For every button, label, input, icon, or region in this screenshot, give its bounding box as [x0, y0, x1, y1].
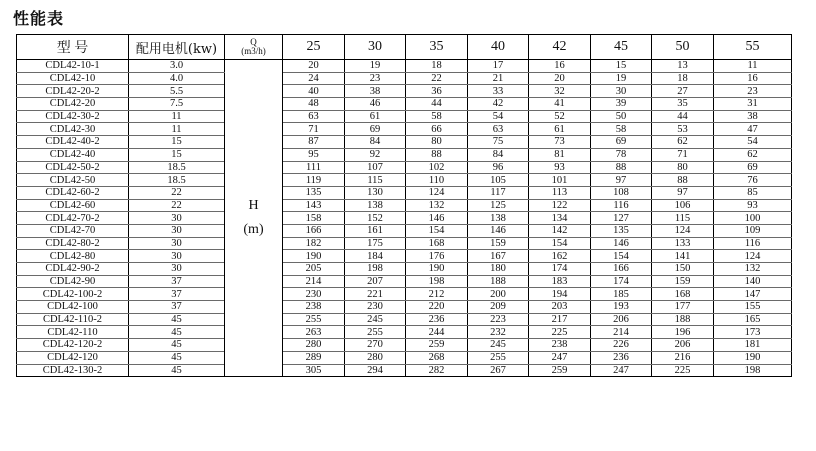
- head-value-cell: 63: [468, 123, 529, 136]
- flow-column-header: 35: [406, 35, 468, 60]
- head-value-cell: 268: [406, 351, 468, 364]
- head-value-cell: 42: [468, 98, 529, 111]
- head-value-cell: 236: [591, 351, 652, 364]
- motor-power-cell: 45: [129, 326, 225, 339]
- flow-column-header: 25: [283, 35, 345, 60]
- head-value-cell: 125: [468, 199, 529, 212]
- head-value-cell: 180: [468, 263, 529, 276]
- head-value-cell: 221: [345, 288, 406, 301]
- head-value-cell: 44: [652, 110, 714, 123]
- table-row: [17, 313, 792, 326]
- head-value-cell: 33: [468, 85, 529, 98]
- motor-power-cell: 11: [129, 110, 225, 123]
- page-title: 性能表: [13, 9, 65, 28]
- head-value-cell: 117: [468, 186, 529, 199]
- head-value-cell: 111: [283, 161, 345, 174]
- head-value-cell: 127: [591, 212, 652, 225]
- head-value-cell: 206: [591, 313, 652, 326]
- head-value-cell: 88: [591, 161, 652, 174]
- head-value-cell: 205: [283, 263, 345, 276]
- head-value-cell: 209: [468, 301, 529, 314]
- motor-power-cell: 11: [129, 123, 225, 136]
- head-value-cell: 40: [283, 85, 345, 98]
- head-value-cell: 188: [652, 313, 714, 326]
- head-value-cell: 167: [468, 250, 529, 263]
- head-value-cell: 23: [714, 85, 792, 98]
- head-value-cell: 84: [468, 148, 529, 161]
- table-row: [17, 237, 792, 250]
- head-value-cell: 165: [714, 313, 792, 326]
- model-cell: CDL42-80: [17, 250, 129, 263]
- head-value-cell: 24: [283, 72, 345, 85]
- head-value-cell: 96: [468, 161, 529, 174]
- motor-power-cell: 30: [129, 212, 225, 225]
- head-value-cell: 177: [652, 301, 714, 314]
- head-value-cell: 88: [406, 148, 468, 161]
- flow-column-header: 50: [652, 35, 714, 60]
- head-value-cell: 38: [714, 110, 792, 123]
- head-value-cell: 146: [468, 224, 529, 237]
- table-header: [17, 35, 792, 60]
- table-body: [17, 60, 792, 377]
- head-value-cell: 116: [591, 199, 652, 212]
- head-value-cell: 217: [529, 313, 591, 326]
- head-value-cell: 138: [468, 212, 529, 225]
- head-value-cell: 95: [283, 148, 345, 161]
- head-value-cell: 226: [591, 339, 652, 352]
- motor-power-cell: 18.5: [129, 174, 225, 187]
- motor-power-cell: 45: [129, 364, 225, 377]
- head-value-cell: 62: [652, 136, 714, 149]
- head-value-cell: 244: [406, 326, 468, 339]
- head-value-cell: 80: [652, 161, 714, 174]
- head-value-cell: 174: [591, 275, 652, 288]
- model-cell: CDL42-120-2: [17, 339, 129, 352]
- motor-power-cell: 30: [129, 224, 225, 237]
- head-value-cell: 212: [406, 288, 468, 301]
- head-value-cell: 173: [714, 326, 792, 339]
- head-value-cell: 30: [591, 85, 652, 98]
- head-value-cell: 305: [283, 364, 345, 377]
- head-value-cell: 19: [591, 72, 652, 85]
- head-value-cell: 185: [591, 288, 652, 301]
- flow-column-header: 30: [345, 35, 406, 60]
- table-row: [17, 85, 792, 98]
- head-value-cell: 255: [283, 313, 345, 326]
- table-row: [17, 275, 792, 288]
- flow-column-header: 45: [591, 35, 652, 60]
- head-value-cell: 146: [406, 212, 468, 225]
- model-cell: CDL42-10: [17, 72, 129, 85]
- model-cell: CDL42-50: [17, 174, 129, 187]
- head-value-cell: 100: [714, 212, 792, 225]
- head-value-cell: 146: [591, 237, 652, 250]
- head-value-cell: 46: [345, 98, 406, 111]
- head-value-cell: 294: [345, 364, 406, 377]
- head-value-cell: 236: [406, 313, 468, 326]
- model-cell: CDL42-20: [17, 98, 129, 111]
- motor-power-cell: 30: [129, 263, 225, 276]
- head-value-cell: 154: [406, 224, 468, 237]
- table-row: [17, 364, 792, 377]
- head-value-cell: 16: [529, 60, 591, 73]
- head-value-cell: 282: [406, 364, 468, 377]
- model-cell: CDL42-120: [17, 351, 129, 364]
- head-value-cell: 138: [345, 199, 406, 212]
- head-value-cell: 190: [714, 351, 792, 364]
- head-value-cell: 97: [652, 186, 714, 199]
- model-cell: CDL42-100-2: [17, 288, 129, 301]
- table-row: [17, 136, 792, 149]
- head-value-cell: 54: [468, 110, 529, 123]
- head-value-cell: 109: [714, 224, 792, 237]
- head-value-cell: 196: [652, 326, 714, 339]
- motor-power-cell: 22: [129, 186, 225, 199]
- motor-power-cell: 37: [129, 275, 225, 288]
- head-unit-cell: [225, 60, 283, 377]
- head-value-cell: 73: [529, 136, 591, 149]
- head-value-cell: 31: [714, 98, 792, 111]
- head-value-cell: 32: [529, 85, 591, 98]
- head-value-cell: 159: [652, 275, 714, 288]
- head-value-cell: 39: [591, 98, 652, 111]
- head-value-cell: 35: [652, 98, 714, 111]
- head-value-cell: 124: [406, 186, 468, 199]
- head-value-cell: 110: [406, 174, 468, 187]
- head-value-cell: 154: [591, 250, 652, 263]
- head-value-cell: 92: [345, 148, 406, 161]
- head-value-cell: 223: [468, 313, 529, 326]
- motor-power-cell: 3.0: [129, 60, 225, 73]
- head-value-cell: 155: [714, 301, 792, 314]
- head-value-cell: 115: [652, 212, 714, 225]
- head-value-cell: 61: [345, 110, 406, 123]
- head-value-cell: 230: [345, 301, 406, 314]
- head-value-cell: 135: [283, 186, 345, 199]
- head-value-cell: 182: [283, 237, 345, 250]
- head-value-cell: 161: [345, 224, 406, 237]
- head-value-cell: 11: [714, 60, 792, 73]
- motor-power-cell: 45: [129, 339, 225, 352]
- head-value-cell: 206: [652, 339, 714, 352]
- head-value-cell: 80: [406, 136, 468, 149]
- head-value-cell: 71: [283, 123, 345, 136]
- head-value-cell: 38: [345, 85, 406, 98]
- motor-power-column-header: 配用电机(kw): [129, 35, 225, 60]
- head-value-cell: 116: [714, 237, 792, 250]
- head-value-cell: 200: [468, 288, 529, 301]
- head-value-cell: 20: [283, 60, 345, 73]
- head-value-cell: 143: [283, 199, 345, 212]
- head-value-cell: 247: [591, 364, 652, 377]
- head-value-cell: 270: [345, 339, 406, 352]
- flow-rate-header: [225, 35, 283, 60]
- head-value-cell: 48: [283, 98, 345, 111]
- model-cell: CDL42-10-1: [17, 60, 129, 73]
- head-value-cell: 52: [529, 110, 591, 123]
- head-value-cell: 166: [591, 263, 652, 276]
- head-value-cell: 115: [345, 174, 406, 187]
- head-value-cell: 203: [529, 301, 591, 314]
- head-value-cell: 193: [591, 301, 652, 314]
- head-value-cell: 255: [345, 326, 406, 339]
- head-value-cell: 108: [591, 186, 652, 199]
- head-value-cell: 63: [283, 110, 345, 123]
- head-value-cell: 280: [345, 351, 406, 364]
- head-value-cell: 141: [652, 250, 714, 263]
- head-value-cell: 132: [406, 199, 468, 212]
- table-row: [17, 110, 792, 123]
- head-unit-label-group: [225, 194, 282, 242]
- head-value-cell: 84: [345, 136, 406, 149]
- head-value-cell: 44: [406, 98, 468, 111]
- head-value-cell: 69: [591, 136, 652, 149]
- model-cell: CDL42-90-2: [17, 263, 129, 276]
- head-value-cell: 22: [406, 72, 468, 85]
- head-value-cell: 132: [714, 263, 792, 276]
- head-value-cell: 50: [591, 110, 652, 123]
- head-label: H: [248, 198, 259, 214]
- head-value-cell: 122: [529, 199, 591, 212]
- model-cell: CDL42-100: [17, 301, 129, 314]
- head-value-cell: 198: [714, 364, 792, 377]
- head-value-cell: 255: [468, 351, 529, 364]
- head-value-cell: 17: [468, 60, 529, 73]
- head-value-cell: 245: [345, 313, 406, 326]
- model-column-header: 型 号: [17, 35, 129, 60]
- head-value-cell: 124: [652, 224, 714, 237]
- model-cell: CDL42-60: [17, 199, 129, 212]
- model-cell: CDL42-40-2: [17, 136, 129, 149]
- head-value-cell: 75: [468, 136, 529, 149]
- head-value-cell: 107: [345, 161, 406, 174]
- head-value-cell: 135: [591, 224, 652, 237]
- table-row: [17, 339, 792, 352]
- model-cell: CDL42-70-2: [17, 212, 129, 225]
- head-value-cell: 214: [591, 326, 652, 339]
- flow-column-header: 42: [529, 35, 591, 60]
- head-value-cell: 168: [406, 237, 468, 250]
- head-value-cell: 238: [529, 339, 591, 352]
- head-value-cell: 133: [652, 237, 714, 250]
- head-value-cell: 130: [345, 186, 406, 199]
- table-row: [17, 250, 792, 263]
- head-value-cell: 158: [283, 212, 345, 225]
- head-value-cell: 230: [283, 288, 345, 301]
- head-value-cell: 66: [406, 123, 468, 136]
- head-value-cell: 190: [406, 263, 468, 276]
- head-value-cell: 18: [406, 60, 468, 73]
- model-cell: CDL42-50-2: [17, 161, 129, 174]
- motor-power-cell: 22: [129, 199, 225, 212]
- head-value-cell: 175: [345, 237, 406, 250]
- model-cell: CDL42-90: [17, 275, 129, 288]
- head-value-cell: 142: [529, 224, 591, 237]
- head-value-cell: 174: [529, 263, 591, 276]
- head-value-cell: 207: [345, 275, 406, 288]
- motor-power-cell: 37: [129, 301, 225, 314]
- table-row: [17, 98, 792, 111]
- head-value-cell: 220: [406, 301, 468, 314]
- head-value-cell: 181: [714, 339, 792, 352]
- flow-column-header: 40: [468, 35, 529, 60]
- head-value-cell: 238: [283, 301, 345, 314]
- flow-rate-unit: (m3/h): [241, 46, 266, 56]
- head-value-cell: 289: [283, 351, 345, 364]
- head-value-cell: 78: [591, 148, 652, 161]
- motor-power-cell: 30: [129, 250, 225, 263]
- table-row: [17, 161, 792, 174]
- motor-power-cell: 37: [129, 288, 225, 301]
- head-value-cell: 97: [591, 174, 652, 187]
- head-value-cell: 152: [345, 212, 406, 225]
- head-value-cell: 87: [283, 136, 345, 149]
- head-value-cell: 259: [529, 364, 591, 377]
- head-value-cell: 41: [529, 98, 591, 111]
- head-value-cell: 124: [714, 250, 792, 263]
- head-value-cell: 27: [652, 85, 714, 98]
- performance-table: [16, 34, 792, 377]
- model-cell: CDL42-40: [17, 148, 129, 161]
- head-value-cell: 76: [714, 174, 792, 187]
- model-cell: CDL42-60-2: [17, 186, 129, 199]
- head-value-cell: 58: [406, 110, 468, 123]
- head-value-cell: 71: [652, 148, 714, 161]
- head-value-cell: 190: [283, 250, 345, 263]
- motor-power-cell: 30: [129, 237, 225, 250]
- head-value-cell: 20: [529, 72, 591, 85]
- head-value-cell: 245: [468, 339, 529, 352]
- model-cell: CDL42-70: [17, 224, 129, 237]
- motor-power-cell: 45: [129, 313, 225, 326]
- head-value-cell: 168: [652, 288, 714, 301]
- head-value-cell: 267: [468, 364, 529, 377]
- head-value-cell: 214: [283, 275, 345, 288]
- head-value-cell: 183: [529, 275, 591, 288]
- model-cell: CDL42-110: [17, 326, 129, 339]
- head-value-cell: 58: [591, 123, 652, 136]
- head-value-cell: 102: [406, 161, 468, 174]
- head-value-cell: 225: [529, 326, 591, 339]
- head-value-cell: 194: [529, 288, 591, 301]
- flow-rate-label: Q: [250, 37, 257, 47]
- model-cell: CDL42-30: [17, 123, 129, 136]
- head-value-cell: 106: [652, 199, 714, 212]
- flow-column-header: 55: [714, 35, 792, 60]
- head-value-cell: 105: [468, 174, 529, 187]
- motor-power-cell: 18.5: [129, 161, 225, 174]
- table-row: [17, 351, 792, 364]
- head-value-cell: 150: [652, 263, 714, 276]
- head-value-cell: 93: [714, 199, 792, 212]
- head-value-cell: 47: [714, 123, 792, 136]
- motor-power-cell: 15: [129, 136, 225, 149]
- table-row: [17, 72, 792, 85]
- head-value-cell: 140: [714, 275, 792, 288]
- table-row: [17, 186, 792, 199]
- motor-power-cell: 45: [129, 351, 225, 364]
- table-row: [17, 60, 792, 73]
- table-row: [17, 174, 792, 187]
- head-value-cell: 259: [406, 339, 468, 352]
- head-value-cell: 188: [468, 275, 529, 288]
- motor-power-cell: 15: [129, 148, 225, 161]
- model-cell: CDL42-80-2: [17, 237, 129, 250]
- head-value-cell: 69: [714, 161, 792, 174]
- head-value-cell: 113: [529, 186, 591, 199]
- table-row: [17, 301, 792, 314]
- model-cell: CDL42-20-2: [17, 85, 129, 98]
- head-value-cell: 147: [714, 288, 792, 301]
- head-value-cell: 81: [529, 148, 591, 161]
- head-value-cell: 88: [652, 174, 714, 187]
- head-value-cell: 198: [406, 275, 468, 288]
- head-value-cell: 263: [283, 326, 345, 339]
- head-value-cell: 216: [652, 351, 714, 364]
- motor-power-cell: 7.5: [129, 98, 225, 111]
- head-value-cell: 69: [345, 123, 406, 136]
- model-cell: CDL42-110-2: [17, 313, 129, 326]
- head-value-cell: 119: [283, 174, 345, 187]
- table-row: [17, 263, 792, 276]
- table-row: [17, 212, 792, 225]
- head-value-cell: 21: [468, 72, 529, 85]
- table-row: [17, 123, 792, 136]
- head-value-cell: 184: [345, 250, 406, 263]
- table-row: [17, 199, 792, 212]
- head-value-cell: 198: [345, 263, 406, 276]
- table-row: [17, 224, 792, 237]
- table-row: [17, 326, 792, 339]
- head-value-cell: 176: [406, 250, 468, 263]
- head-value-cell: 101: [529, 174, 591, 187]
- head-value-cell: 13: [652, 60, 714, 73]
- head-value-cell: 134: [529, 212, 591, 225]
- model-cell: CDL42-130-2: [17, 364, 129, 377]
- head-value-cell: 23: [345, 72, 406, 85]
- head-value-cell: 232: [468, 326, 529, 339]
- head-value-cell: 19: [345, 60, 406, 73]
- head-value-cell: 62: [714, 148, 792, 161]
- head-value-cell: 225: [652, 364, 714, 377]
- motor-power-cell: 4.0: [129, 72, 225, 85]
- head-value-cell: 15: [591, 60, 652, 73]
- head-value-cell: 16: [714, 72, 792, 85]
- table-row: [17, 288, 792, 301]
- head-value-cell: 166: [283, 224, 345, 237]
- head-value-cell: 53: [652, 123, 714, 136]
- head-value-cell: 162: [529, 250, 591, 263]
- head-value-cell: 159: [468, 237, 529, 250]
- model-cell: CDL42-30-2: [17, 110, 129, 123]
- head-value-cell: 154: [529, 237, 591, 250]
- head-value-cell: 280: [283, 339, 345, 352]
- head-value-cell: 247: [529, 351, 591, 364]
- head-value-cell: 18: [652, 72, 714, 85]
- motor-power-cell: 5.5: [129, 85, 225, 98]
- head-value-cell: 36: [406, 85, 468, 98]
- table-row: [17, 148, 792, 161]
- head-value-cell: 54: [714, 136, 792, 149]
- head-value-cell: 93: [529, 161, 591, 174]
- head-value-cell: 61: [529, 123, 591, 136]
- head-unit: (m): [243, 222, 264, 238]
- head-value-cell: 85: [714, 186, 792, 199]
